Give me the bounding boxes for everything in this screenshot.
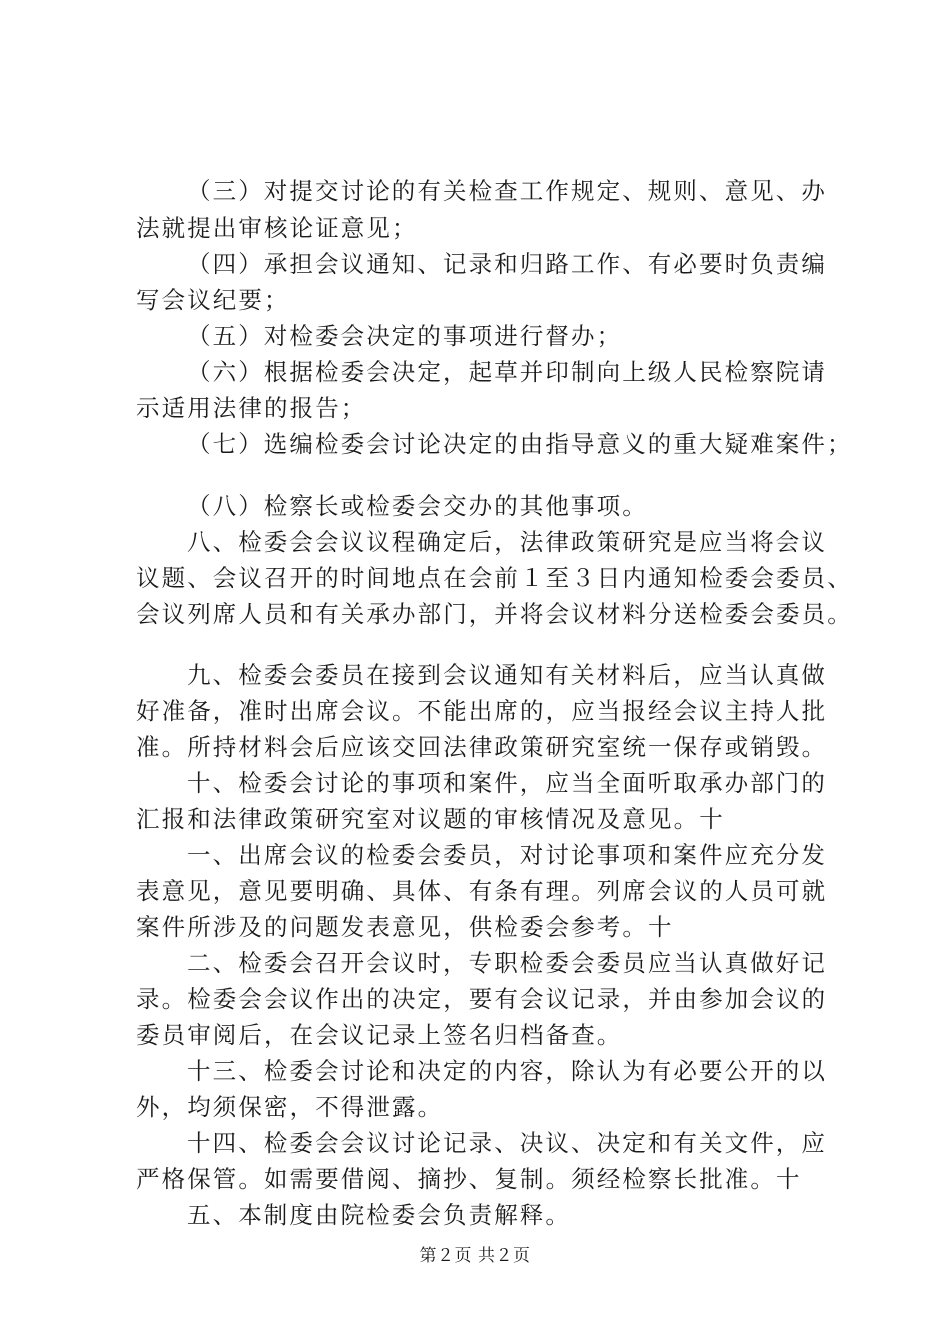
text-line: 准。所持材料会后应该交回法律政策研究室统一保存或销毁。 (136, 733, 828, 761)
text-line: 委员审阅后，在会议记录上签名归档备查。 (136, 1021, 623, 1049)
text-line: 示适用法律的报告； (136, 394, 367, 422)
text-line: （五）对检委会决定的事项进行督办； (187, 322, 623, 350)
text-line: （七）选编检委会讨论决定的由指导意义的重大疑难案件； (187, 430, 853, 458)
text-line: 写会议纪要； (136, 286, 290, 314)
text-line: 外，均须保密，不得泄露。 (136, 1093, 444, 1121)
text-line: （八）检察长或检委会交办的其他事项。 (187, 492, 648, 520)
text-line: 好准备，准时出席会议。不能出席的，应当报经会议主持人批 (136, 697, 828, 725)
text-line: 法就提出审核论证意见； (136, 214, 418, 242)
text-line: 表意见，意见要明确、具体、有条有理。列席会议的人员可就 (136, 877, 828, 905)
text-line: （六）根据检委会决定，起草并印制向上级人民检察院请 (187, 358, 827, 386)
text-line: 二、检委会召开会议时，专职检委会委员应当认真做好记 (187, 949, 827, 977)
text-line: 一、出席会议的检委会委员，对讨论事项和案件应充分发 (187, 841, 827, 869)
text-line: 议题、会议召开的时间地点在会前１至３日内通知检委会委员、 (136, 564, 853, 592)
page-number-footer: 第２页 共２页 (419, 1246, 531, 1266)
text-line: 九、检委会委员在接到会议通知有关材料后，应当认真做 (187, 661, 827, 689)
text-line: 八、检委会会议议程确定后，法律政策研究是应当将会议 (187, 528, 827, 556)
text-line: 五、本制度由院检委会负责解释。 (187, 1201, 571, 1229)
text-line: 案件所涉及的问题发表意见，供检委会参考。十 (136, 913, 674, 941)
text-line: 十三、检委会讨论和决定的内容，除认为有必要公开的以 (187, 1057, 827, 1085)
text-line: 十、检委会讨论的事项和案件，应当全面听取承办部门的 (187, 769, 827, 797)
text-line: （四）承担会议通知、记录和归路工作、有必要时负责编 (187, 250, 827, 278)
text-line: 十四、检委会会议讨论记录、决议、决定和有关文件，应 (187, 1129, 827, 1157)
text-line: 会议列席人员和有关承办部门，并将会议材料分送检委会委员。 (136, 600, 853, 628)
text-line: 严格保管。如需要借阅、摘抄、复制。须经检察长批准。十 (136, 1165, 802, 1193)
text-line: 汇报和法律政策研究室对议题的审核情况及意见。十 (136, 805, 725, 833)
text-line: （三）对提交讨论的有关检查工作规定、规则、意见、办 (187, 177, 827, 205)
text-line: 录。检委会会议作出的决定，要有会议记录，并由参加会议的 (136, 985, 828, 1013)
